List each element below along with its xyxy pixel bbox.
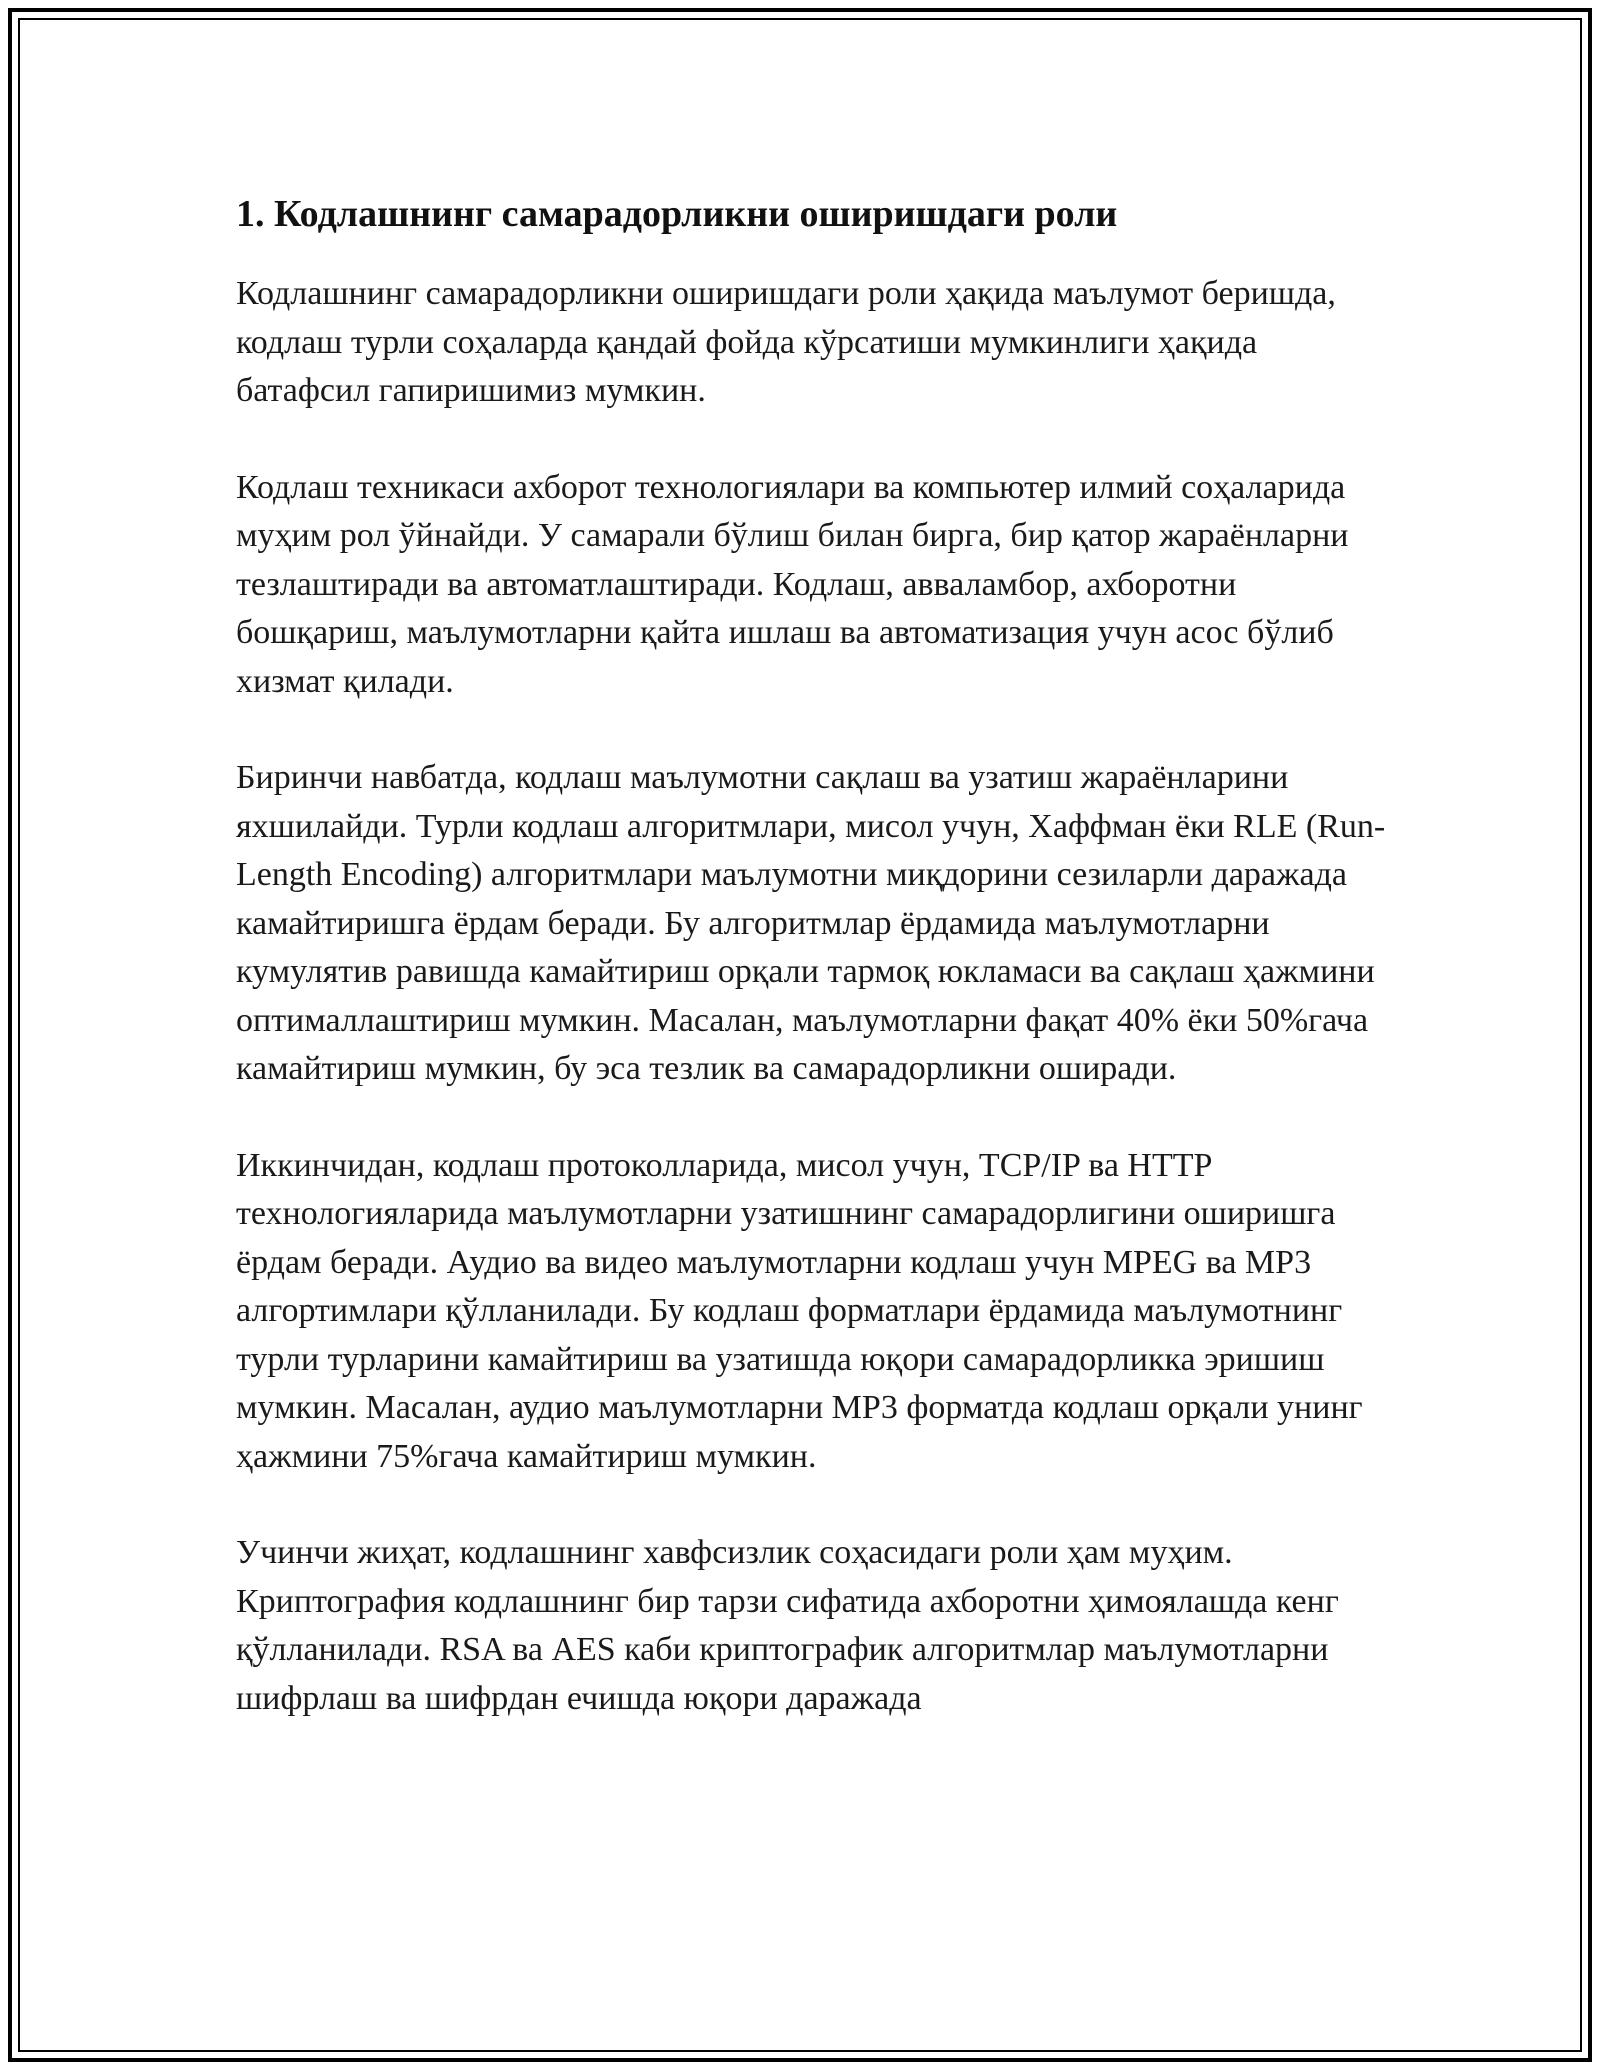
paragraph-third-point: Учинчи жиҳат, кодлашнинг хавфсизлик соҳасидаги роли ҳам муҳим. Криптография кодлашнинг бир тарзи сифатида ахборотни ҳимоялашда кенг қўлланилади. RSA ва AES каби криптографик алгоритмлар маълумотларни шифрлаш ва шифрдан ечишда юқори даражада bbox=[236, 1534, 1339, 1717]
paragraph-first-point: Биринчи навбатда, кодлаш маълумотни сақлаш ва узатиш жараёнларини яхшилайди. Турли кодлаш алгоритмлари, мисол учун, Хаффман ёки RLE (Run-Length Encoding) алгоритмлари маълумотни миқдорини сезиларли даражада камайтиришга ёрдам беради. Бу алгоритмлар ёрдамида маълумотларни кумулятив равишда камайтириш орқали тармоқ юкламаси ва сақлаш ҳажмини оптималлаштириш мумкин. Масалан, маълумотларни фақат 40% ёки 50%гача камайтириш мумкин, бу эса тезлик ва самарадорликни оширади. bbox=[236, 759, 1386, 1087]
paragraph-coding-technique: Кодлаш техникаси ахборот технологиялари ва компьютер илмий соҳаларида муҳим рол ўйнайди. У самарали бўлиш билан бирга, бир қатор жараёнларни тезлаштиради ва автоматлаштиради. Кодлаш, авваламбор, ахборотни бошқариш, маълумотларни қайта ишлаш ва автоматизация учун асос бўлиб хизмат қилади. bbox=[236, 468, 1349, 700]
paragraph-intro: Кодлашнинг самарадорликни оширишдаги роли ҳақида маълумот беришда, кодлаш турли соҳаларда қандай фойда кўрсатиши мумкинлиги ҳақида батафсил гапиришимиз мумкин. bbox=[236, 275, 1336, 409]
paragraph-second-point: Иккинчидан, кодлаш протоколларида, мисол учун, TCP/IP ва HTTP технологияларида маълумотларни узатишнинг самарадорлигини оширишга ёрдам беради. Аудио ва видео маълумотларни кодлаш учун MPEG ва MP3 алгортимлари қўлланилади. Бу кодлаш форматлари ёрдамида маълумотнинг турли турларини камайтириш ва узатишда юқори самарадорликка эришиш мумкин. Масалан, аудио маълумотларни MP3 форматда кодлаш орқали унинг ҳажмини 75%гача камайтириш мумкин. bbox=[236, 1146, 1363, 1475]
document-body bbox=[236, 186, 1386, 1771]
section-heading: 1. Кодлашнинг самарадорликни оширишдаги роли bbox=[236, 193, 1118, 235]
